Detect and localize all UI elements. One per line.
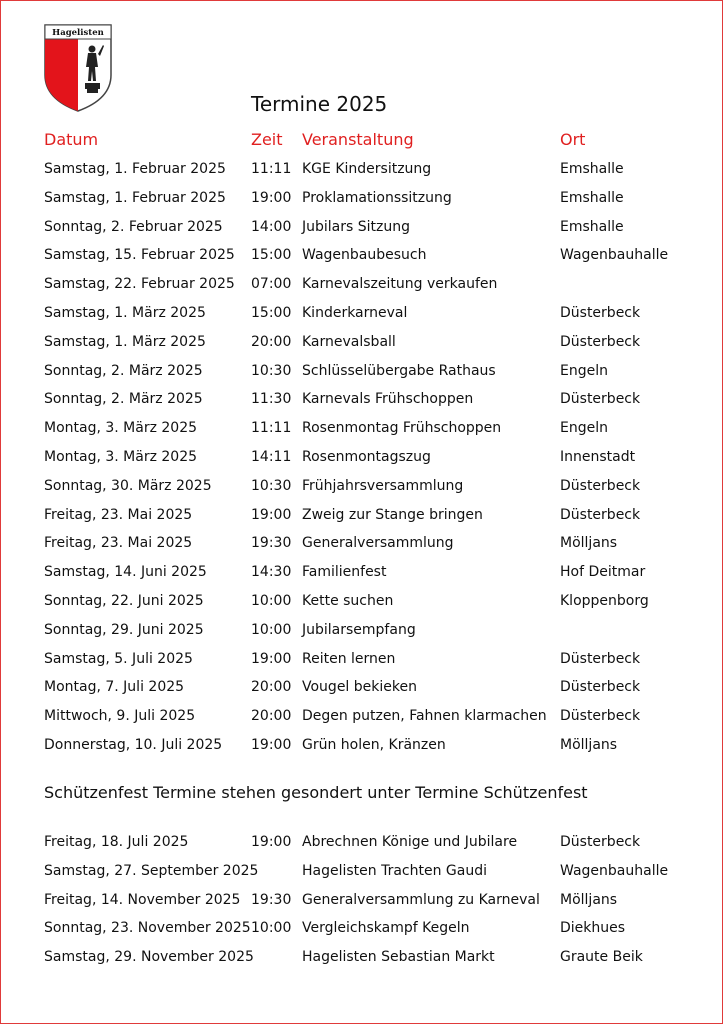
event-date: Samstag, 1. März 2025 — [44, 305, 206, 321]
event-name: Frühjahrsversammlung — [302, 477, 464, 494]
event-time: 15:00 — [251, 305, 292, 321]
event-place: Kloppenborg — [560, 593, 649, 609]
table-row — [1, 679, 722, 701]
event-name: Karnevals Frühschoppen — [302, 391, 474, 408]
event-name: Zweig zur Stange bringen — [302, 506, 483, 523]
event-time: 14:30 — [251, 564, 292, 581]
event-name: Jubilars Sitzung — [302, 218, 410, 235]
event-date: Sonntag, 2. März 2025 — [44, 362, 203, 379]
event-place: Hof Deitmar — [560, 564, 646, 581]
table-row — [1, 863, 722, 885]
event-time: 10:30 — [251, 362, 292, 379]
event-name: Degen putzen, Fahnen klarmachen — [302, 708, 547, 725]
event-name: Karnevalsball — [302, 333, 396, 350]
event-time: 19:00 — [251, 737, 292, 753]
event-time: 10:00 — [251, 621, 292, 638]
event-date: Samstag, 1. Februar 2025 — [44, 189, 226, 206]
event-date: Samstag, 15. Februar 2025 — [44, 247, 235, 264]
event-date: Freitag, 14. November 2025 — [44, 891, 241, 908]
event-time: 19:00 — [251, 650, 292, 667]
event-name: Jubilarsempfang — [302, 621, 416, 638]
header-event: Veranstaltung — [302, 130, 414, 149]
table-row — [1, 190, 722, 212]
event-date: Sonntag, 23. November 2025 — [44, 920, 251, 937]
event-name: Hagelisten Trachten Gaudi — [302, 862, 488, 879]
event-time: 19:00 — [251, 834, 292, 850]
event-date: Freitag, 23. Mai 2025 — [44, 535, 193, 552]
event-name: Wagenbaubesuch — [302, 247, 427, 264]
event-name: Hagelisten Sebastian Markt — [302, 949, 495, 966]
event-time: 14:11 — [251, 449, 292, 465]
table-row — [1, 161, 722, 183]
event-date: Samstag, 27. September 2025 — [44, 862, 259, 879]
event-date: Samstag, 1. Februar 2025 — [44, 161, 226, 177]
page-title: Termine 2025 — [251, 92, 388, 116]
event-date: Montag, 7. Juli 2025 — [44, 679, 185, 696]
event-place: Wagenbauhalle — [560, 862, 669, 879]
event-time: 11:30 — [251, 391, 292, 408]
event-place: Wagenbauhalle — [560, 247, 669, 264]
event-place: Diekhues — [560, 920, 626, 937]
table-row — [1, 334, 722, 356]
event-time: 10:00 — [251, 920, 292, 937]
event-name: Reiten lernen — [302, 650, 396, 667]
event-name: Kette suchen — [302, 593, 394, 609]
event-place: Mölljans — [560, 891, 618, 908]
event-place: Emshalle — [560, 218, 624, 235]
event-name: Vougel bekieken — [302, 679, 417, 696]
event-place: Engeln — [560, 362, 608, 379]
table-row — [1, 834, 722, 856]
table-row — [1, 391, 722, 413]
event-time: 14:00 — [251, 218, 292, 235]
event-name: Generalversammlung zu Karneval — [302, 891, 540, 908]
event-name: Karnevalszeitung verkaufen — [302, 276, 498, 293]
event-time: 10:30 — [251, 477, 292, 494]
event-date: Sonntag, 30. März 2025 — [44, 477, 212, 494]
event-name: Kinderkarneval — [302, 305, 408, 321]
event-name: Generalversammlung — [302, 535, 454, 552]
table-row — [1, 420, 722, 442]
table-row — [1, 276, 722, 298]
event-date: Sonntag, 29. Juni 2025 — [44, 621, 204, 638]
header-time: Zeit — [251, 130, 283, 149]
event-place: Mölljans — [560, 535, 618, 552]
club-crest-logo — [43, 23, 113, 113]
table-row — [1, 535, 722, 557]
event-date: Samstag, 5. Juli 2025 — [44, 650, 193, 667]
event-place: Innenstadt — [560, 449, 636, 465]
header-place: Ort — [560, 130, 586, 149]
event-date: Samstag, 14. Juni 2025 — [44, 564, 207, 581]
event-date: Sonntag, 2. Februar 2025 — [44, 218, 223, 235]
event-place: Düsterbeck — [560, 708, 641, 725]
event-place: Mölljans — [560, 737, 618, 753]
event-name: Familienfest — [302, 564, 387, 581]
event-place: Engeln — [560, 420, 608, 437]
event-date: Montag, 3. März 2025 — [44, 420, 198, 437]
event-place: Emshalle — [560, 161, 624, 177]
event-time: 11:11 — [251, 420, 292, 437]
event-place: Düsterbeck — [560, 650, 641, 667]
table-row — [1, 478, 722, 500]
event-date: Freitag, 23. Mai 2025 — [44, 506, 193, 523]
table-row — [1, 651, 722, 673]
event-date: Samstag, 22. Februar 2025 — [44, 276, 235, 293]
event-place: Düsterbeck — [560, 305, 641, 321]
event-name: KGE Kindersitzung — [302, 161, 432, 177]
table-row — [1, 892, 722, 914]
event-date: Sonntag, 2. März 2025 — [44, 391, 203, 408]
event-name: Grün holen, Kränzen — [302, 737, 446, 753]
table-row — [1, 920, 722, 942]
event-time: 10:00 — [251, 593, 292, 609]
table-row — [1, 737, 722, 759]
table-row — [1, 622, 722, 644]
event-place: Düsterbeck — [560, 477, 641, 494]
event-time: 15:00 — [251, 247, 292, 264]
event-date: Mittwoch, 9. Juli 2025 — [44, 708, 196, 725]
table-row — [1, 305, 722, 327]
event-time: 19:00 — [251, 189, 292, 206]
table-row — [1, 219, 722, 241]
event-time: 19:30 — [251, 535, 292, 552]
table-row — [1, 507, 722, 529]
table-row — [1, 564, 722, 586]
event-name: Proklamationssitzung — [302, 189, 452, 206]
event-place: Emshalle — [560, 189, 624, 206]
event-place: Düsterbeck — [560, 834, 641, 850]
event-place: Düsterbeck — [560, 333, 641, 350]
table-row — [1, 593, 722, 615]
event-time: 20:00 — [251, 679, 292, 696]
event-time: 19:00 — [251, 506, 292, 523]
event-time: 07:00 — [251, 276, 292, 293]
event-name: Rosenmontag Frühschoppen — [302, 420, 502, 437]
event-place: Düsterbeck — [560, 506, 641, 523]
table-row — [1, 247, 722, 269]
event-name: Schlüsselübergabe Rathaus — [302, 362, 496, 379]
event-date: Samstag, 1. März 2025 — [44, 333, 206, 350]
event-time: 19:30 — [251, 891, 292, 908]
schuetzenfest-note: Schützenfest Termine stehen gesondert unter Termine Schützenfest — [44, 783, 588, 802]
event-name: Vergleichskampf Kegeln — [302, 920, 470, 937]
event-date: Sonntag, 22. Juni 2025 — [44, 593, 204, 609]
table-row — [1, 449, 722, 471]
table-row — [1, 363, 722, 385]
svg-text:Hagelisten: Hagelisten — [52, 28, 104, 38]
event-place: Düsterbeck — [560, 391, 641, 408]
table-row — [1, 949, 722, 971]
event-date: Montag, 3. März 2025 — [44, 449, 198, 465]
event-name: Rosenmontagszug — [302, 449, 431, 465]
event-date: Freitag, 18. Juli 2025 — [44, 834, 189, 850]
event-time: 11:11 — [251, 161, 292, 177]
event-time: 20:00 — [251, 708, 292, 725]
event-place: Düsterbeck — [560, 679, 641, 696]
event-place: Graute Beik — [560, 949, 643, 966]
event-date: Donnerstag, 10. Juli 2025 — [44, 737, 223, 753]
table-row — [1, 708, 722, 730]
event-time: 20:00 — [251, 333, 292, 350]
header-date: Datum — [44, 130, 99, 149]
table-header — [1, 130, 722, 152]
event-date: Samstag, 29. November 2025 — [44, 949, 254, 966]
event-name: Abrechnen Könige und Jubilare — [302, 834, 518, 850]
